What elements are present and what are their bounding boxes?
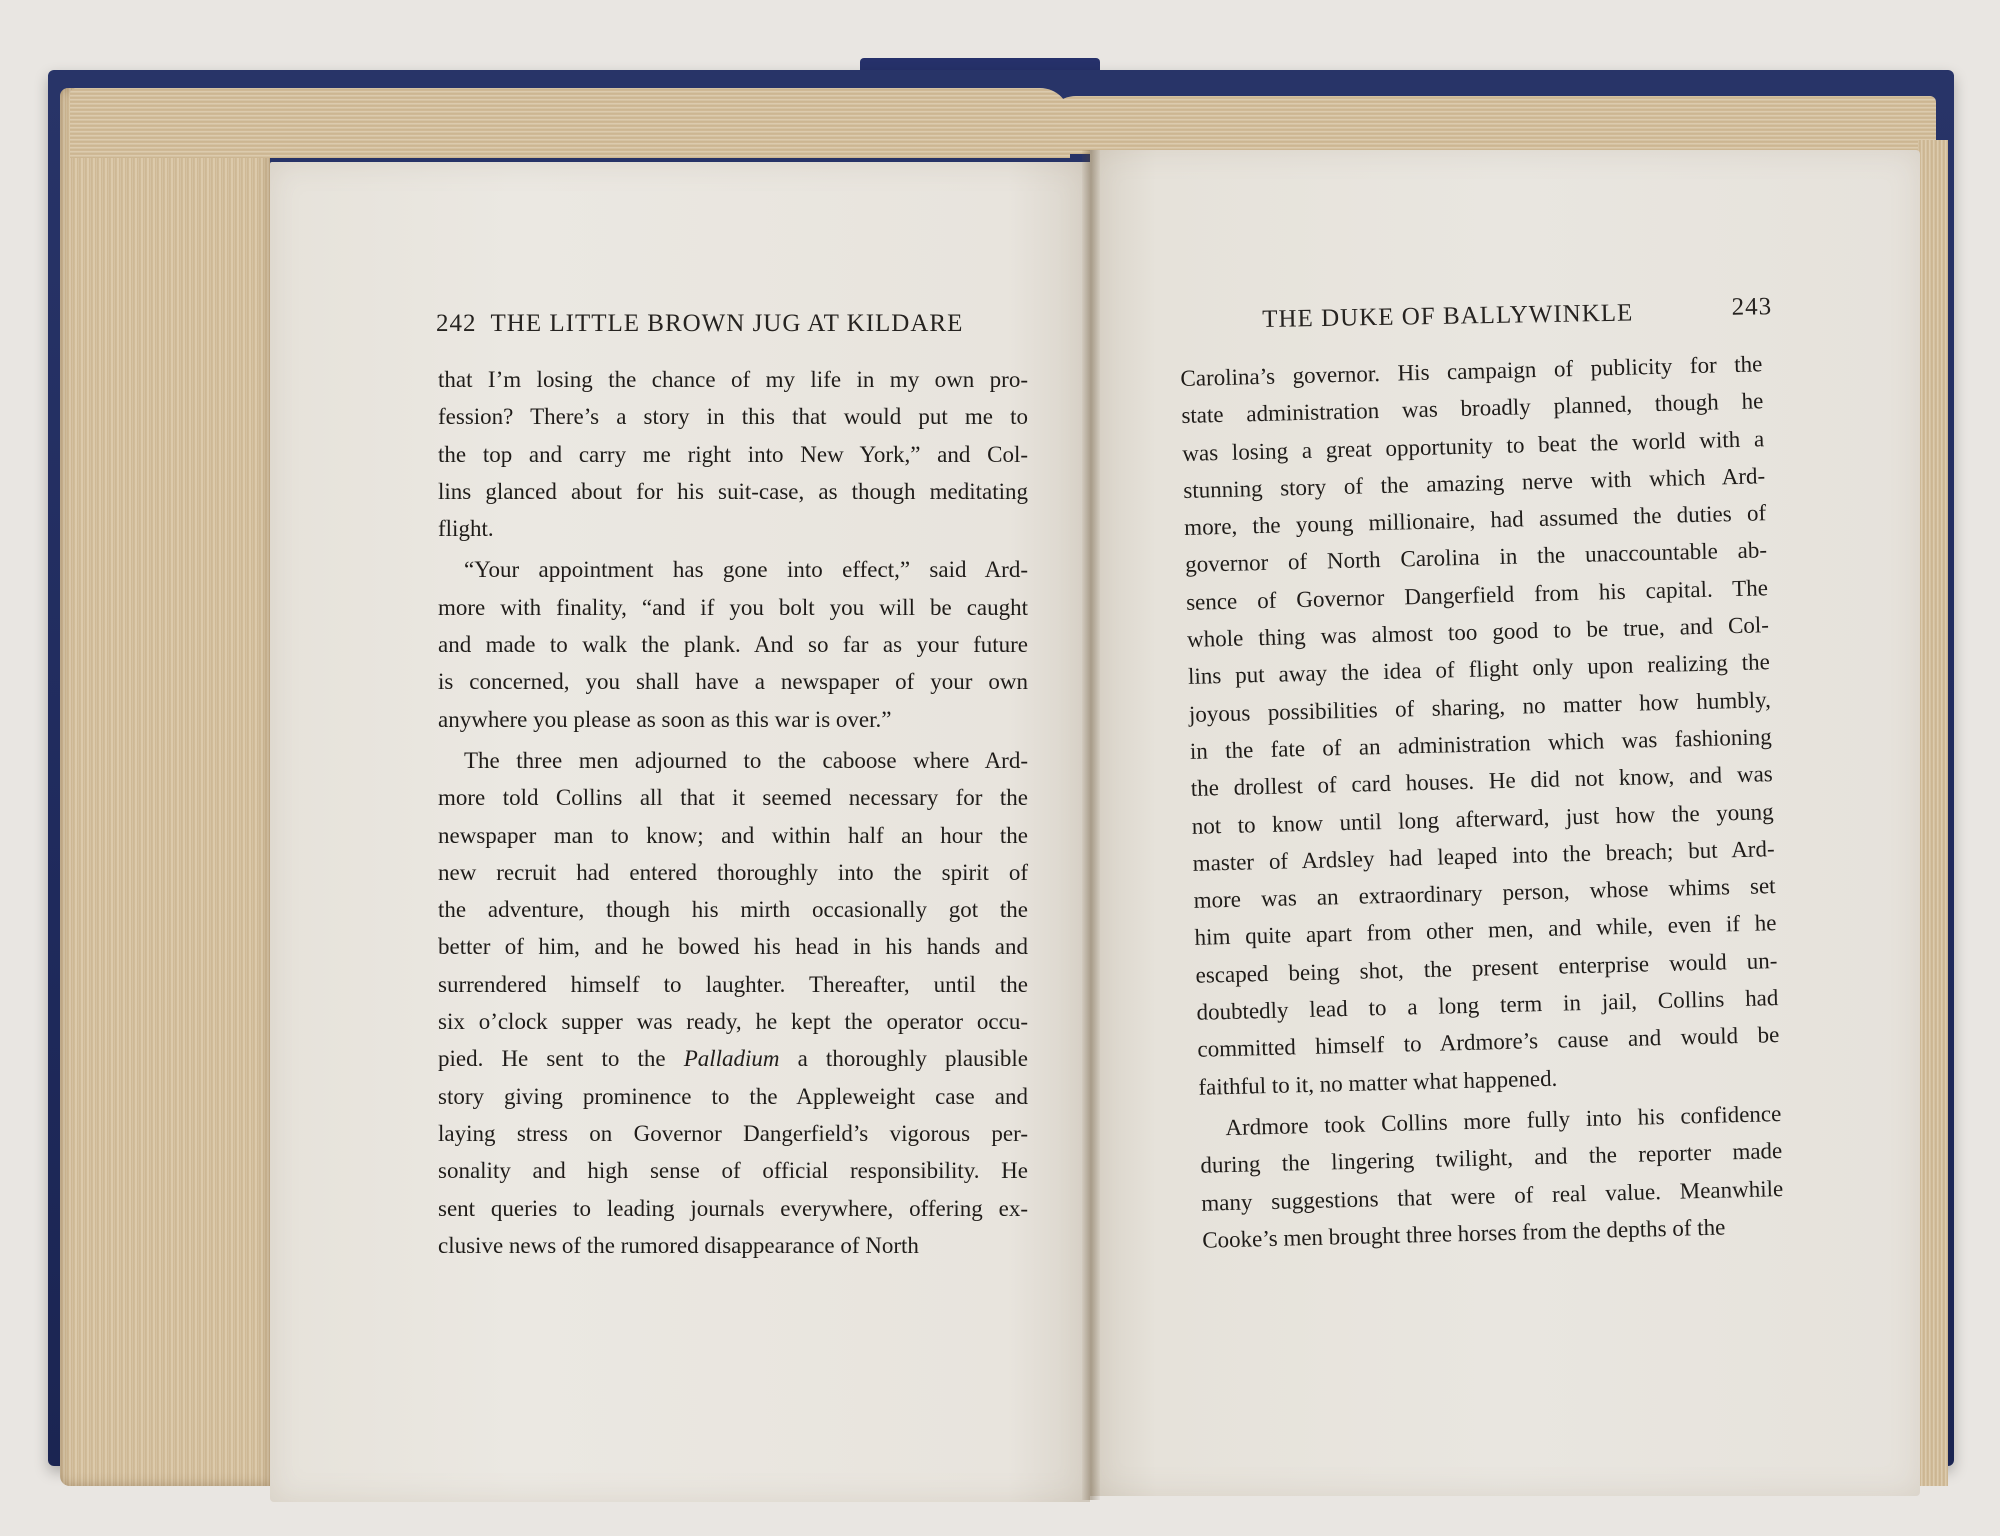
text-line: governor of North Carolina in the unaccountable ab- — [1184, 537, 1768, 578]
text-line — [438, 1040, 1028, 1077]
text-line: flight. — [438, 516, 494, 542]
text-line: Cooke’s men brought three horses from the depths of the — [1201, 1214, 1726, 1253]
text-line: during the lingering twilight, and the reporter made — [1200, 1138, 1783, 1178]
right-page-body — [1180, 345, 1785, 1259]
text-line: the top and carry me right into New York,” and Col- — [438, 441, 1028, 467]
text-line: new recruit had entered thoroughly into the spirit of — [438, 859, 1028, 885]
paragraph — [1199, 1095, 1785, 1259]
text-run: pied. He sent to the — [438, 1046, 684, 1072]
text-line: “Your appointment has gone into effect,” said Ard- — [464, 557, 1028, 583]
text-line: the drollest of card houses. He did not know, and was — [1190, 761, 1773, 802]
text-line: and made to walk the plank. And so far as your future — [438, 632, 1028, 658]
text-line: six o’clock supper was ready, he kept the operator occu- — [438, 1009, 1028, 1035]
text-line: committed himself to Ardmore’s cause and would be — [1197, 1022, 1780, 1063]
book-gutter — [1082, 150, 1100, 1500]
text-line: The three men adjourned to the caboose where Ard- — [464, 747, 1028, 773]
text-line: many suggestions that were of real value. Meanwhile — [1201, 1175, 1784, 1216]
text-line: whole thing was almost too good to be true, and Col- — [1186, 612, 1770, 652]
text-line: anywhere you please as soon as this war is over.” — [438, 706, 892, 732]
text-line: not to know until long afterward, just how the young — [1191, 798, 1774, 839]
text-line: sence of Governor Dangerfield from his capital. The — [1185, 574, 1769, 615]
text-line: Ardmore took Collins more fully into his confidence — [1225, 1100, 1782, 1141]
right-page-number: 243 — [1731, 293, 1773, 321]
text-line: better of him, and he bowed his head in his hands and — [438, 934, 1028, 960]
text-line: lins put away the idea of flight only upon realizing the — [1187, 649, 1771, 690]
text-line: more was an extraordinary person, whose whims set — [1193, 873, 1776, 913]
text-line: sent queries to leading journals everywhere, offering ex- — [438, 1195, 1028, 1221]
text-line: laying stress on Governor Dangerfield’s vigorous per- — [438, 1120, 1028, 1146]
left-running-head-title: THE LITTLE BROWN JUG AT KILDARE — [490, 310, 964, 337]
text-line: doubtedly lead to a long term in jail, Collins had — [1196, 985, 1779, 1025]
italic-title: Palladium — [683, 1046, 780, 1072]
text-line: lins glanced about for his suit-case, as though meditating — [438, 478, 1028, 504]
paragraph — [438, 551, 1028, 737]
text-line: more, the young millionaire, had assumed the duties of — [1183, 500, 1767, 541]
page-edges-left — [60, 88, 270, 1486]
paragraph — [438, 361, 1028, 547]
page-edges-top-right — [1046, 96, 1936, 154]
text-line: state administration was broadly planned, though he — [1181, 388, 1764, 429]
text-line: is concerned, you shall have a newspaper of your own — [438, 669, 1028, 695]
text-line: more with finality, “and if you bolt you will be caught — [438, 594, 1028, 620]
text-line: that I’m losing the chance of my life in my own pro- — [438, 367, 1028, 392]
text-line: was losing a great opportunity to beat the world with a — [1182, 425, 1765, 466]
text-line: the adventure, though his mirth occasionally got the — [438, 897, 1028, 923]
left-page-body — [438, 361, 1028, 1264]
text-line: him quite apart from other men, and while, even if he — [1194, 910, 1777, 951]
paragraph — [1180, 345, 1781, 1105]
text-line: clusive news of the rumored disappearance of North — [438, 1232, 919, 1258]
text-line: escaped being shot, the present enterprise would un- — [1195, 947, 1778, 988]
text-line: fession? There’s a story in this that would put me to — [438, 404, 1028, 430]
page-edges-top-left — [70, 88, 1070, 158]
text-line: stunning story of the amazing nerve with which Ard- — [1182, 463, 1766, 503]
right-running-head-title: THE DUKE OF BALLYWINKLE — [1262, 299, 1634, 333]
text-line: master of Ardsley had leaped into the breach; but Ard- — [1192, 835, 1775, 876]
text-line: in the fate of an administration which was fashioning — [1189, 724, 1773, 764]
text-line: newspaper man to know; and within half an hour the — [438, 822, 1028, 848]
page-edges-right — [1918, 140, 1948, 1486]
text-run: a thoroughly plausible — [779, 1046, 1028, 1072]
left-page-number: 242 — [436, 310, 477, 337]
paragraph — [438, 742, 1028, 1264]
left-running-head — [436, 310, 1036, 338]
text-line: joyous possibilities of sharing, no matter how humbly, — [1188, 686, 1772, 727]
text-line: Carolina’s governor. His campaign of publicity for the — [1180, 351, 1763, 391]
text-line: sonality and high sense of official responsibility. He — [438, 1158, 1028, 1184]
text-line: surrendered himself to laughter. Thereafter, until the — [438, 971, 1028, 997]
text-line: more told Collins all that it seemed necessary for the — [438, 785, 1028, 811]
text-line: story giving prominence to the Appleweight case and — [438, 1083, 1028, 1109]
text-line: faithful to it, no matter what happened. — [1198, 1065, 1558, 1100]
